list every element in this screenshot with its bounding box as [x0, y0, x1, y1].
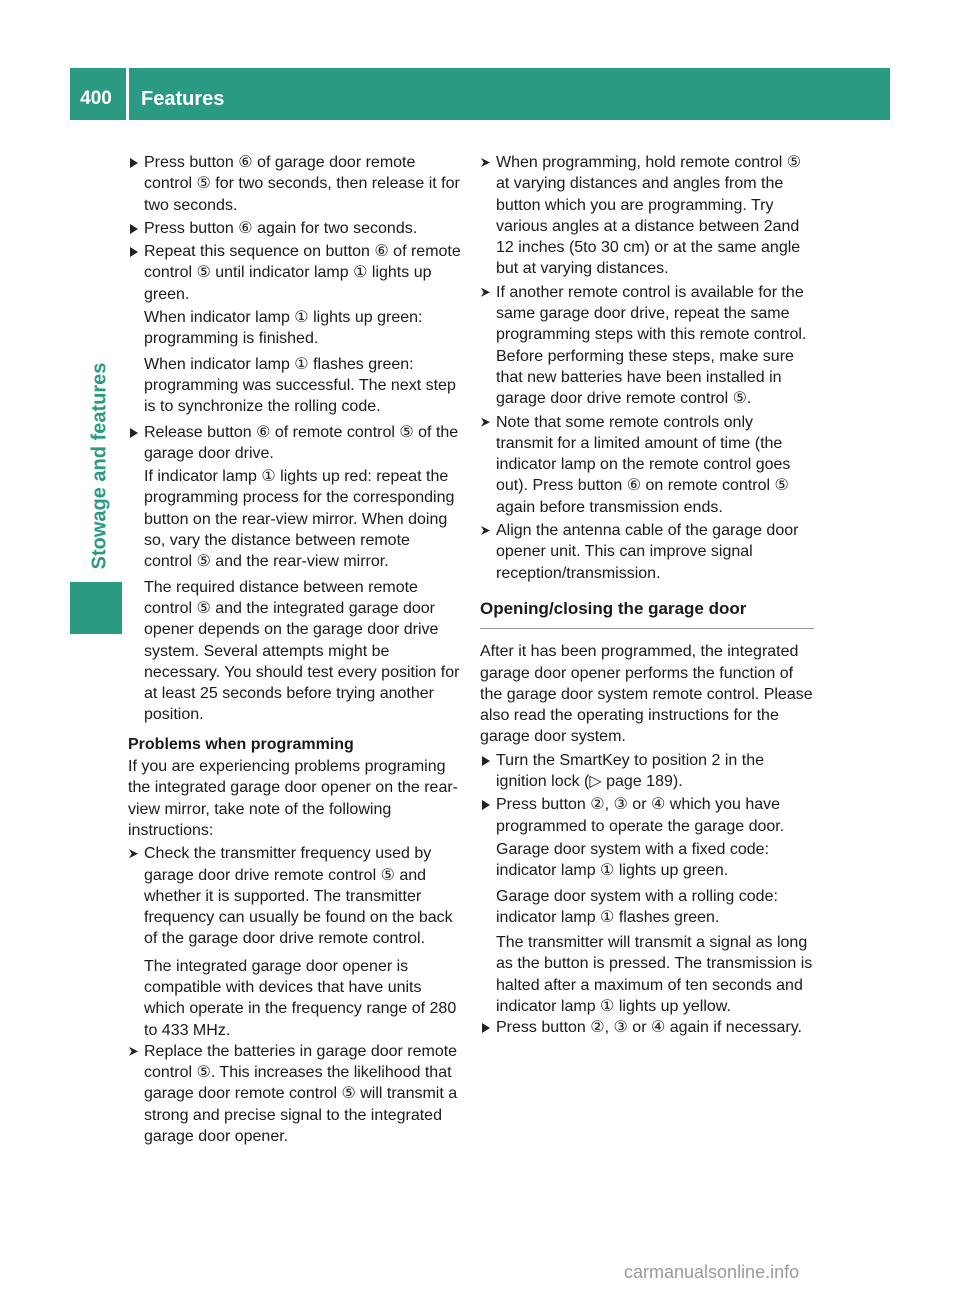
side-tab-marker: [70, 582, 122, 634]
paragraph: After it has been programmed, the integrated garage door opener performs the function of the garage door system remote control. Please also read the operating instructions for the garage door system.: [480, 643, 813, 746]
instruction-result: Garage door system with a rolling code: indicator lamp ① flashes green.: [496, 887, 778, 926]
page-number: 400: [80, 88, 112, 109]
section-heading: Opening/closing the garage door: [480, 598, 814, 629]
instruction-step: Release button ⑥ of remote control ⑤ of the garage door drive.: [128, 422, 462, 465]
bullet-item: When programming, hold remote control ⑤ at varying distances and angles from the button which you are programming. Try various angles at a distance between 2and 12 inches (5to 30 cm) or at the same angle but at varying distances.: [480, 152, 814, 280]
instruction-step: Turn the SmartKey to position 2 in the ignition lock (▷ page 189).: [480, 750, 814, 793]
instruction-step: Press button ②, ③ or ④ which you have programmed to operate the garage door.: [480, 794, 814, 837]
instruction-step: Repeat this sequence on button ⑥ of remote control ⑤ until indicator lamp ① lights up green.: [128, 241, 462, 305]
instruction-result: Garage door system with a fixed code: indicator lamp ① lights up green.: [496, 840, 770, 880]
header-divider: [126, 68, 129, 120]
instruction-result: The transmitter will transmit a signal as long as the button is pressed. The transmission is halted after a maximum of ten seconds and indicator lamp ① lights up yellow.: [496, 934, 813, 1015]
right-column: [480, 152, 814, 1041]
bullet-item: If another remote control is available for the same garage door drive, repeat the same programming steps with this remote control. Before performing these steps, make sure that new batteries have been installed in garage door drive remote control ⑤.: [480, 282, 814, 410]
instruction-step: Press button ②, ③ or ④ again if necessary.: [480, 1017, 814, 1038]
instruction-step: Press button ⑥ of garage door remote control ⑤ for two seconds, then release it for two seconds.: [128, 152, 462, 216]
left-column: [128, 152, 462, 1149]
instruction-result: If indicator lamp ① lights up red: repeat the programming process for the corresponding button on the rear-view mirror. When doing so, vary the distance between remote control ⑤ and the rear-view mirror.: [144, 468, 455, 571]
bullet-item: Replace the batteries in garage door remote control ⑤. This increases the likelihood that garage door remote control ⑤ will transmit a strong and precise signal to the integrated garage door opener.: [128, 1041, 462, 1147]
section-title: Features: [141, 88, 225, 110]
instruction-step: Press button ⑥ again for two seconds.: [128, 218, 462, 239]
side-tab-label: Stowage and features: [88, 362, 111, 570]
bullet-item: Check the transmitter frequency used by garage door drive remote control ⑤ and whether it is supported. The transmitter frequency can usually be found on the back of the garage door drive remote control.: [128, 843, 462, 949]
instruction-result: When indicator lamp ① lights up green: programming is finished.: [144, 309, 423, 348]
bullet-item: Note that some remote controls only transmit for a limited amount of time (the indicator lamp on the remote control goes out). Press button ⑥ on remote control ⑤ again before transmission ends.: [480, 412, 814, 518]
bullet-note: The integrated garage door opener is compatible with devices that have units which operate in the frequency range of 280 to 433 MHz.: [144, 957, 457, 1039]
instruction-result: When indicator lamp ① flashes green: programming was successful. The next step is to synchronize the rolling code.: [144, 355, 456, 416]
subheading-problems: Problems when programming: [128, 735, 354, 753]
watermark: carmanualsonline.info: [624, 1262, 800, 1282]
paragraph: If you are experiencing problems programing the integrated garage door opener on the rear-view mirror, take note of the following instructions:: [128, 758, 459, 839]
bullet-item: Align the antenna cable of the garage door opener unit. This can improve signal reception/transmission.: [480, 520, 814, 584]
instruction-result: The required distance between remote control ⑤ and the integrated garage door opener depends on the garage door drive system. Several attempts might be necessary. You should test every position for at least 25 seconds before trying another position.: [144, 578, 460, 724]
